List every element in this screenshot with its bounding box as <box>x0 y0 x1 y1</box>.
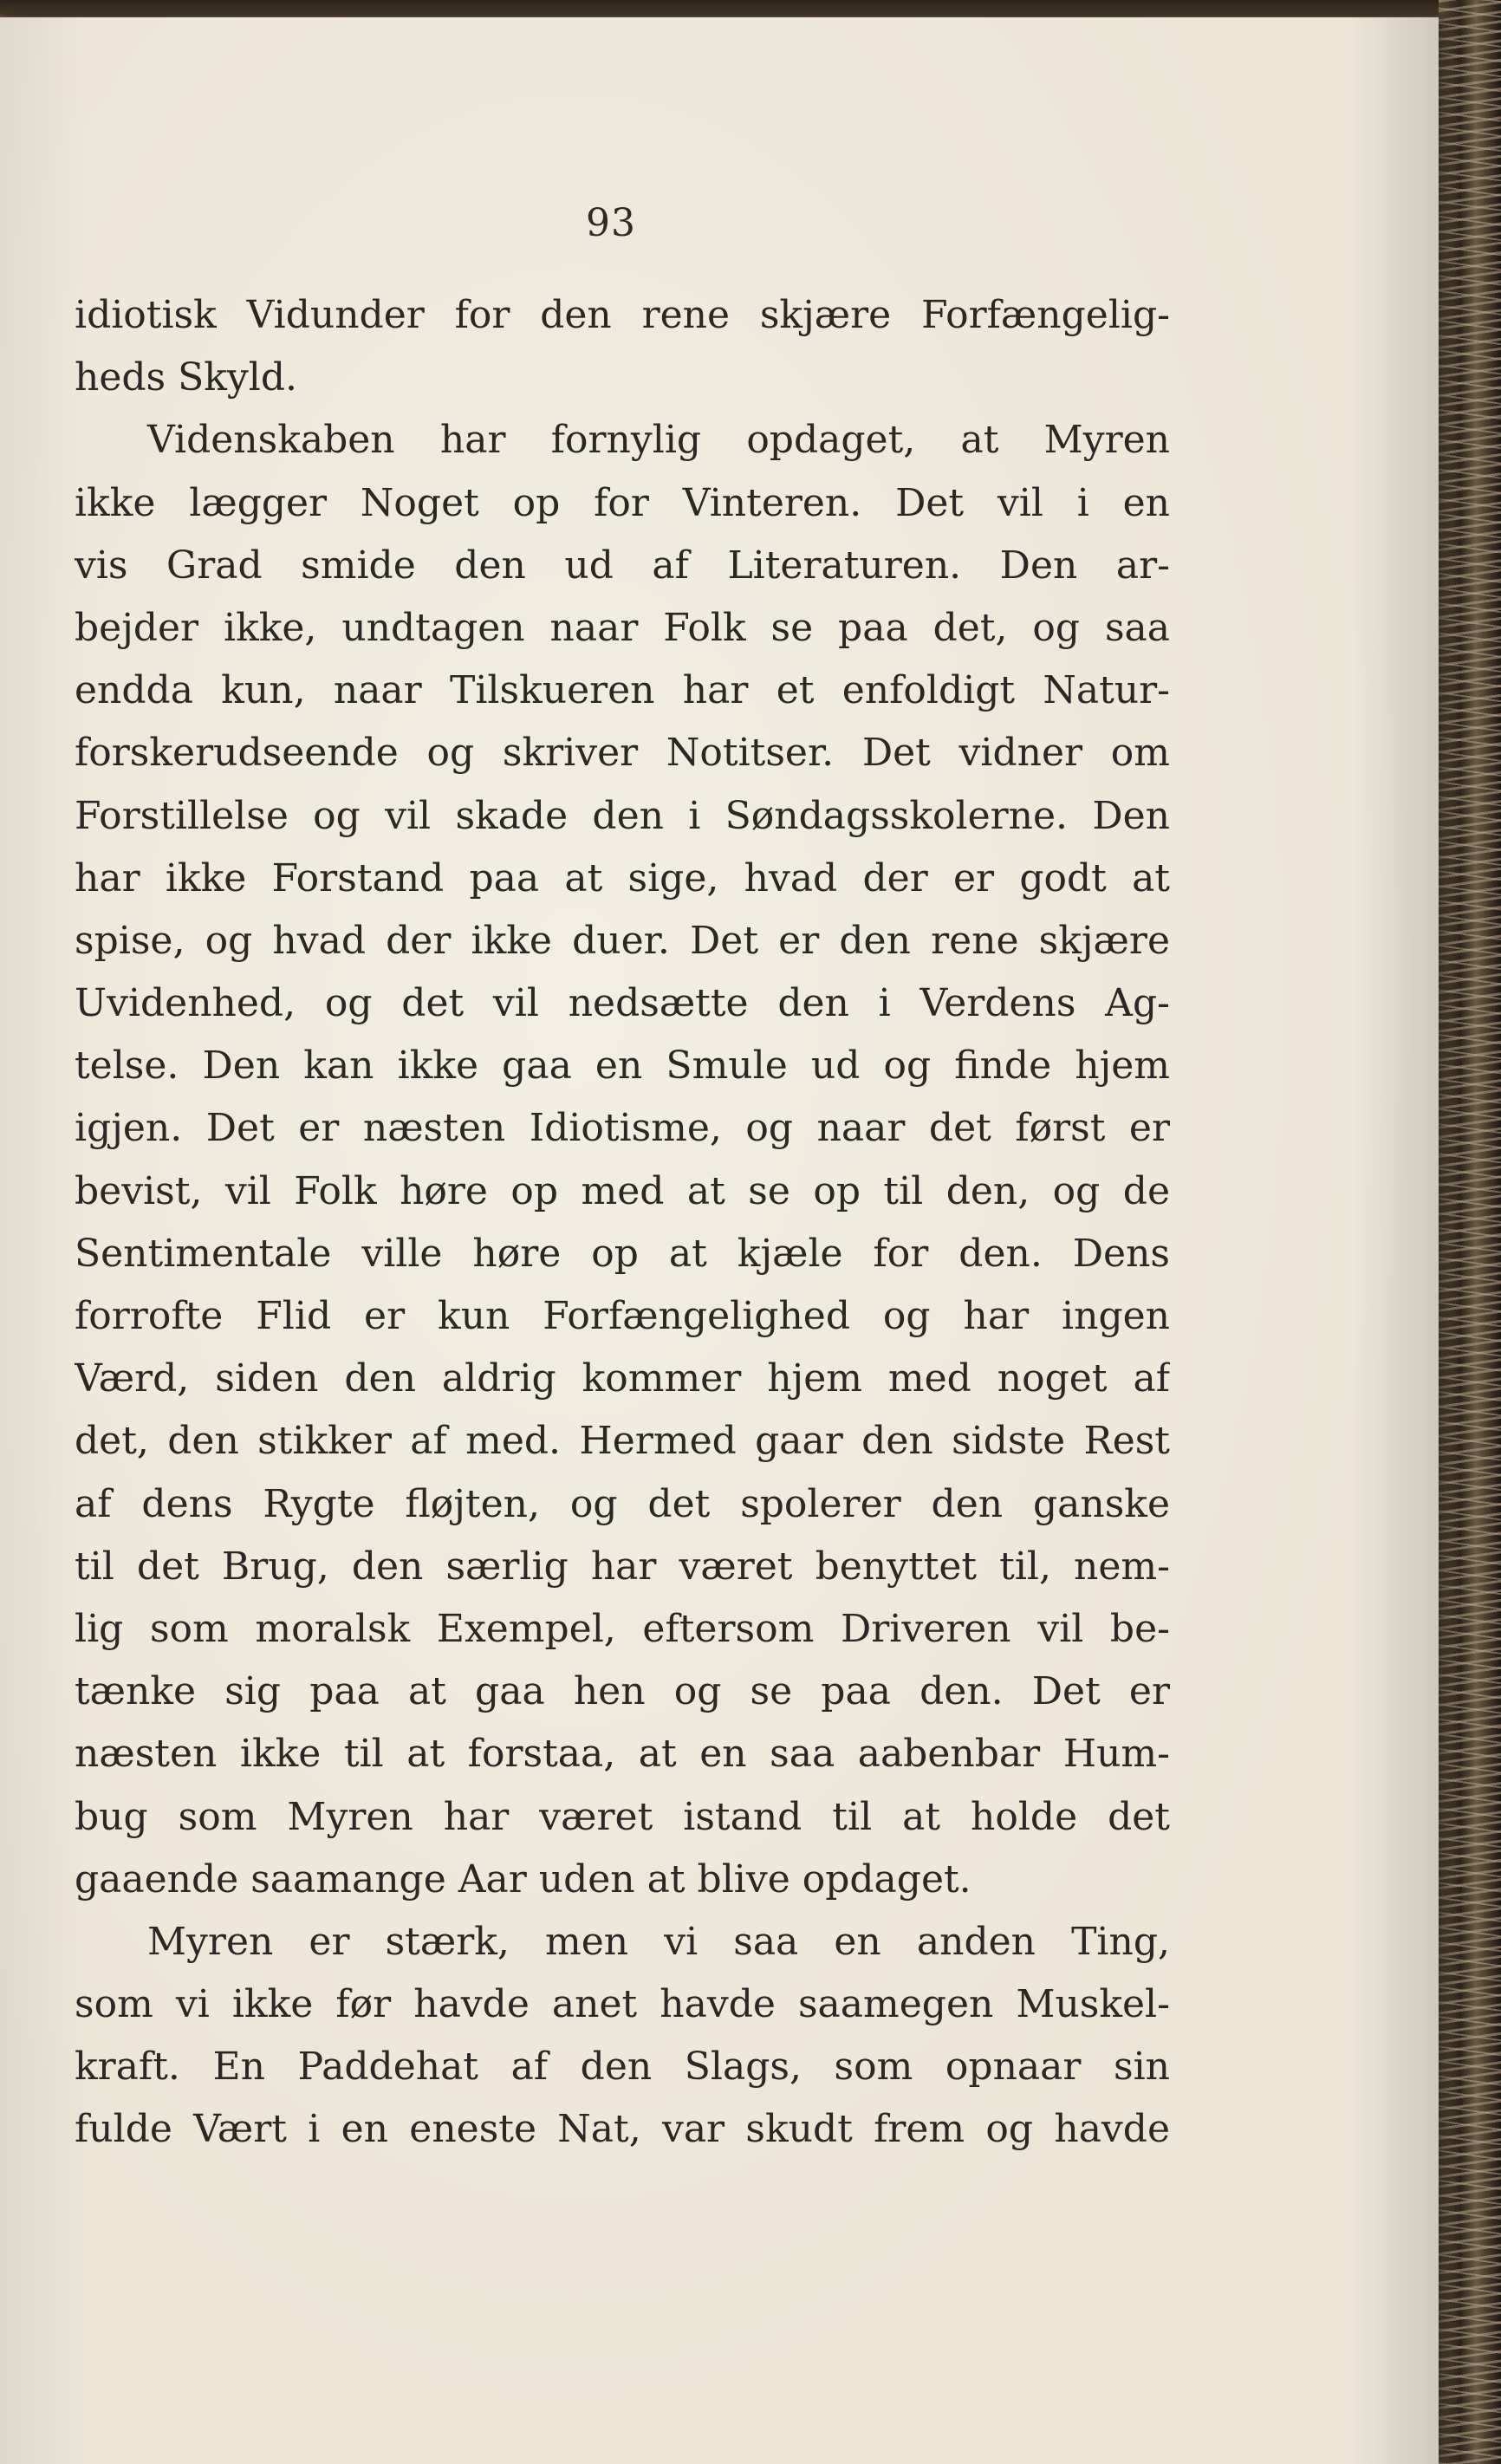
text-line: af dens Rygte fløjten, og det spolerer den ganske <box>75 1481 1170 1526</box>
text-line: bug som Myren har været istand til at holde det <box>75 1794 1170 1839</box>
text-line: endda kun, naar Tilskueren har et enfoldigt Natur- <box>75 668 1170 713</box>
text-line: det, den stikker af med. Hermed gaar den sidste Rest <box>75 1419 1170 1464</box>
text-line: heds Skyld. <box>75 355 297 400</box>
text-line: kraft. En Paddehat af den Slags, som opnaar sin <box>75 2045 1170 2090</box>
marbled-page-edge <box>1439 0 1501 2464</box>
text-line: ikke lægger Noget op for Vinteren. Det vil i en <box>75 480 1170 525</box>
text-line: har ikke Forstand paa at sige, hvad der er godt at <box>75 855 1170 900</box>
body-text <box>75 284 1170 2162</box>
text-line: næsten ikke til at forstaa, at en saa aabenbar Hum- <box>75 1732 1170 1777</box>
text-line: bevist, vil Folk høre op med at se op til den, og de <box>75 1168 1170 1213</box>
text-line: bejder ikke, undtagen naar Folk se paa det, og saa <box>75 605 1170 650</box>
text-line: spise, og hvad der ikke duer. Det er den rene skjære <box>75 918 1170 963</box>
text-line: Uvidenhed, og det vil nedsætte den i Verdens Ag- <box>75 981 1170 1026</box>
text-line: som vi ikke før havde anet havde saamegen Muskel- <box>75 1982 1170 2027</box>
text-line: telse. Den kan ikke gaa en Smule ud og finde hjem <box>75 1043 1170 1089</box>
text-line: Sentimentale ville høre op at kjæle for den. Dens <box>75 1231 1170 1276</box>
text-line: til det Brug, den særlig har været benyttet til, nem- <box>75 1544 1170 1589</box>
text-line: vis Grad smide den ud af Literaturen. Den ar- <box>75 543 1170 588</box>
text-line: forrofte Flid er kun Forfængelighed og har ingen <box>75 1294 1170 1338</box>
text-line: Videnskaben har fornylig opdaget, at Myren <box>147 418 1170 463</box>
text-line: Værd, siden den aldrig kommer hjem med noget af <box>75 1356 1170 1401</box>
text-line: igjen. Det er næsten Idiotisme, og naar det først er <box>75 1106 1170 1151</box>
text-line: Myren er stærk, men vi saa en anden Ting, <box>147 1919 1170 1964</box>
text-line: gaaende saamange Aar uden at blive opdaget. <box>75 1856 971 1902</box>
text-line: forskerudseende og skriver Notitser. Det vidner om <box>75 731 1170 776</box>
text-line: lig som moralsk Exempel, eftersom Driveren vil be- <box>75 1606 1170 1651</box>
text-line: fulde Vært i en eneste Nat, var skudt frem og havde <box>75 2107 1170 2152</box>
text-line: tænke sig paa at gaa hen og se paa den. Det er <box>75 1669 1170 1714</box>
page-number: 93 <box>586 201 636 245</box>
text-line: idiotisk Vidunder for den rene skjære Forfængelig- <box>75 293 1170 337</box>
text-line: Forstillelse og vil skade den i Søndagsskolerne. Den <box>75 793 1170 838</box>
